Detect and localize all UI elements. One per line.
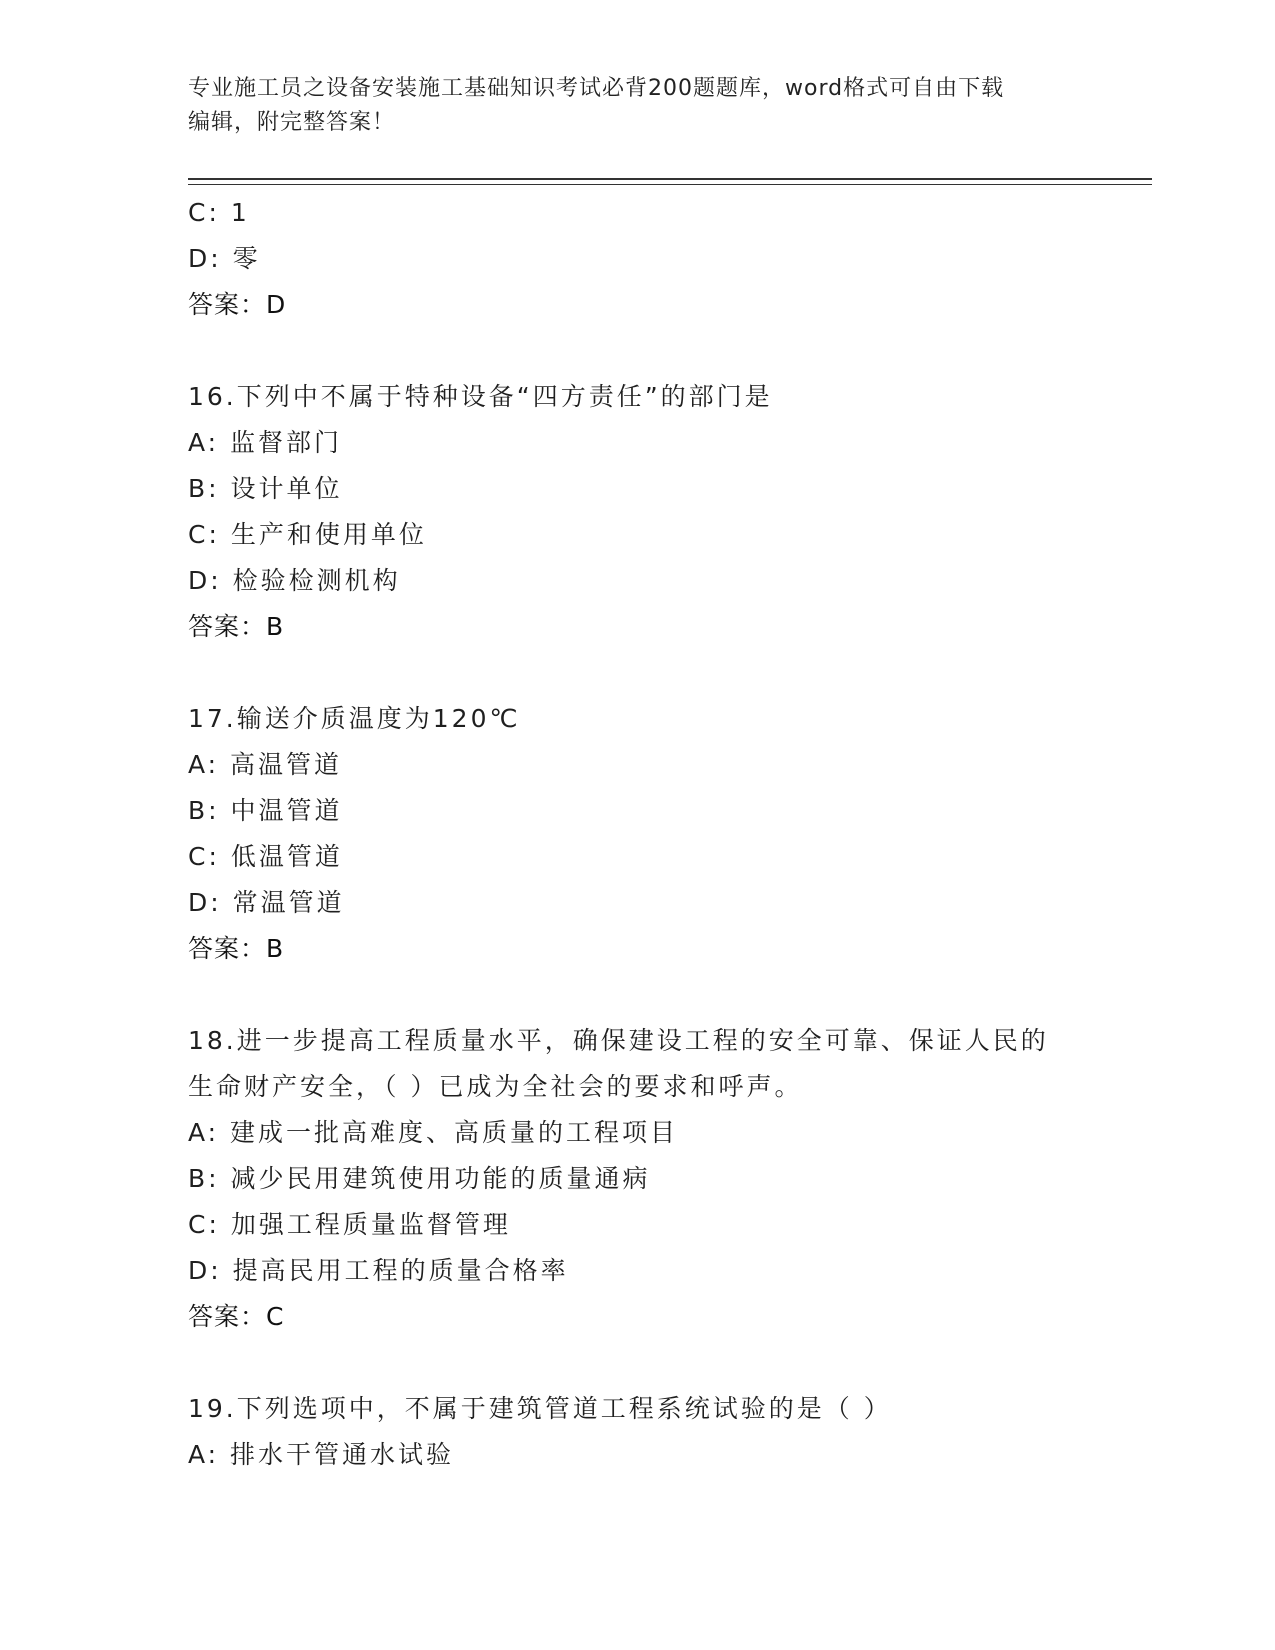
option-c: C: 1 bbox=[188, 198, 250, 227]
question-stem-line-2: 生命财产安全，（ ）已成为全社会的要求和呼声。 bbox=[188, 1072, 803, 1101]
document-header bbox=[188, 72, 1088, 140]
question-stem: 17.输送介质温度为120℃ bbox=[188, 704, 521, 733]
option-c: C: 加强工程质量监督管理 bbox=[188, 1210, 511, 1239]
option-a: A: 高温管道 bbox=[188, 750, 343, 779]
question-block-19 bbox=[188, 1386, 1088, 1478]
option-d: D: 常温管道 bbox=[188, 888, 345, 917]
question-block-15 bbox=[188, 190, 1088, 328]
header-title-line-2: 编辑，附完整答案！ bbox=[188, 110, 396, 135]
answer-line: 答案：D bbox=[188, 290, 287, 319]
option-b: B: 设计单位 bbox=[188, 474, 343, 503]
option-d: D: 提高民用工程的质量合格率 bbox=[188, 1256, 569, 1285]
question-stem-line-1: 18.进一步提高工程质量水平，确保建设工程的安全可靠、保证人民的 bbox=[188, 1026, 1049, 1055]
question-stem: 19.下列选项中，不属于建筑管道工程系统试验的是（ ） bbox=[188, 1394, 892, 1423]
option-b: B: 中温管道 bbox=[188, 796, 343, 825]
answer-line: 答案：B bbox=[188, 612, 285, 641]
question-stem: 16.下列中不属于特种设备“四方责任”的部门是 bbox=[188, 382, 773, 411]
spacer bbox=[188, 1340, 1088, 1386]
spacer bbox=[188, 972, 1088, 1018]
option-a: A: 监督部门 bbox=[188, 428, 343, 457]
option-c: C: 生产和使用单位 bbox=[188, 520, 427, 549]
answer-line: 答案：C bbox=[188, 1302, 285, 1331]
option-b: B: 减少民用建筑使用功能的质量通病 bbox=[188, 1164, 651, 1193]
question-list bbox=[188, 190, 1088, 1478]
header-divider-thin bbox=[188, 184, 1152, 185]
option-d: D: 零 bbox=[188, 244, 261, 273]
spacer bbox=[188, 650, 1088, 696]
header-title-line-1: 专业施工员之设备安装施工基础知识考试必背200题题库，word格式可自由下载 bbox=[188, 76, 1005, 101]
question-block-18 bbox=[188, 1018, 1088, 1340]
spacer bbox=[188, 328, 1088, 374]
option-c: C: 低温管道 bbox=[188, 842, 343, 871]
option-a: A: 排水干管通水试验 bbox=[188, 1440, 455, 1469]
header-divider-thick bbox=[188, 178, 1152, 180]
option-d: D: 检验检测机构 bbox=[188, 566, 401, 595]
question-block-16 bbox=[188, 374, 1088, 650]
option-a: A: 建成一批高难度、高质量的工程项目 bbox=[188, 1118, 679, 1147]
answer-line: 答案：B bbox=[188, 934, 285, 963]
question-block-17 bbox=[188, 696, 1088, 972]
